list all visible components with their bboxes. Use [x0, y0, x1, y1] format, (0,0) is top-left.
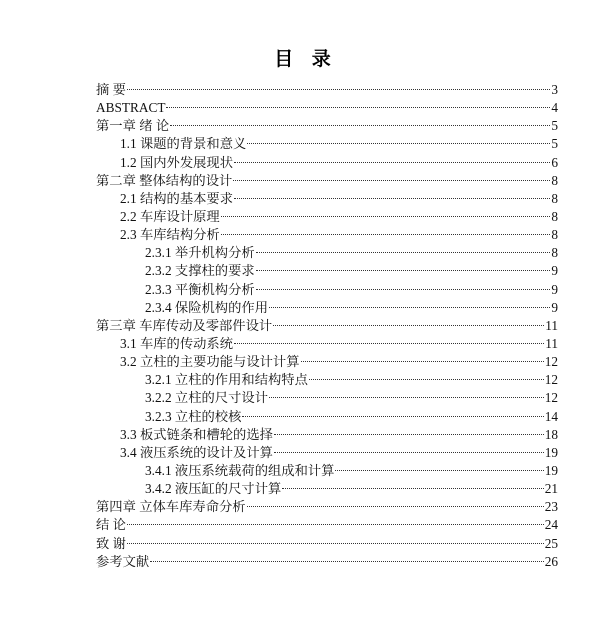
toc-entry-label: 3.2.1 立柱的作用和结构特点	[145, 372, 308, 388]
toc-entry[interactable]	[96, 548, 558, 569]
toc-entry-label: ABSTRACT	[96, 100, 166, 116]
toc-entry-label: 3.4.1 液压系统载荷的组成和计算	[145, 462, 335, 478]
toc-entry-label: 2.3.1 举升机构分析	[145, 245, 255, 261]
toc-entry-label: 第四章 立体车库寿命分析	[96, 499, 246, 515]
toc-entry-page: 19	[544, 462, 558, 478]
dot-leader	[269, 384, 544, 402]
dot-leader	[233, 167, 550, 185]
toc-entry-page: 3	[551, 82, 558, 97]
toc-entry-label: 3.3 板式链条和槽轮的选择	[120, 426, 273, 442]
toc-entry-page: 18	[544, 426, 558, 442]
dot-leader	[127, 530, 544, 548]
toc-entry-label: 2.3 车库结构分析	[120, 227, 220, 243]
dot-leader	[256, 276, 551, 294]
toc-title: 目 录	[274, 48, 337, 70]
dot-leader	[256, 257, 551, 275]
table-of-contents	[96, 76, 558, 569]
toc-entry-page: 12	[544, 372, 558, 388]
toc-entry-label: 2.3.4 保险机构的作用	[145, 299, 268, 315]
toc-entry-page: 4	[551, 100, 558, 116]
toc-entry-page: 8	[551, 190, 558, 206]
dot-leader	[269, 294, 550, 312]
toc-entry-label: 1.2 国内外发展现状	[120, 154, 234, 170]
toc-entry-page: 23	[544, 499, 558, 515]
toc-entry-page: 25	[544, 535, 558, 551]
toc-entry-label: 3.4.2 液压缸的尺寸计算	[145, 481, 282, 497]
toc-entry-page: 21	[544, 481, 558, 497]
toc-entry-label: 2.1 结构的基本要求	[120, 190, 234, 206]
dot-leader	[127, 76, 550, 94]
toc-entry-page: 5	[551, 136, 558, 152]
toc-entry-label: 结 论	[96, 517, 126, 533]
toc-entry[interactable]	[96, 76, 558, 97]
toc-entry-label: 第一章 绪 论	[96, 118, 170, 134]
toc-entry-page: 9	[551, 281, 558, 297]
dot-leader	[273, 312, 544, 330]
toc-entry-label: 1.1 课题的背景和意义	[120, 136, 247, 152]
dot-leader	[274, 439, 544, 457]
toc-entry[interactable]	[96, 511, 558, 533]
toc-entry-label: 3.2.2 立柱的尺寸设计	[145, 390, 268, 406]
toc-entry-page: 12	[544, 390, 558, 406]
dot-leader	[234, 330, 544, 348]
toc-entry-page: 24	[544, 517, 558, 533]
toc-entry-label: 参考文献	[96, 553, 150, 569]
toc-entry-label: 2.3.2 支撑柱的要求	[145, 263, 255, 279]
toc-entry-label: 致 谢	[96, 535, 126, 551]
dot-leader	[274, 421, 544, 439]
dot-leader	[247, 493, 544, 511]
toc-entry[interactable]	[96, 530, 558, 551]
toc-entry-label: 摘 要	[96, 82, 126, 97]
dot-leader	[301, 348, 544, 366]
toc-entry-label: 2.3.3 平衡机构分析	[145, 281, 255, 297]
toc-entry-page: 8	[551, 245, 558, 261]
dot-leader	[166, 94, 550, 112]
toc-entry-label: 3.2.3 立柱的校核	[145, 408, 242, 424]
dot-leader	[242, 403, 543, 421]
toc-entry-page: 14	[544, 408, 558, 424]
toc-entry-page: 9	[551, 299, 558, 315]
toc-entry-page: 12	[544, 354, 558, 370]
dot-leader	[256, 239, 551, 257]
toc-entry-page: 8	[551, 227, 558, 243]
toc-entry-page: 11	[545, 317, 558, 333]
toc-entry-page: 6	[551, 154, 558, 170]
dot-leader	[221, 203, 551, 221]
dot-leader	[335, 457, 543, 475]
dot-leader	[234, 185, 550, 203]
dot-leader	[234, 149, 550, 167]
toc-entry-page: 8	[551, 208, 558, 224]
toc-entry-page: 8	[551, 172, 558, 188]
toc-entry[interactable]	[96, 94, 558, 116]
dot-leader	[150, 548, 544, 566]
toc-entry-label: 3.1 车库的传动系统	[120, 335, 234, 351]
toc-entry-label: 3.2 立柱的主要功能与设计计算	[120, 354, 300, 370]
dot-leader	[309, 366, 544, 384]
toc-entry-page: 19	[544, 444, 558, 460]
toc-entry-label: 3.4 液压系统的设计及计算	[120, 444, 273, 460]
toc-entry-label: 第二章 整体结构的设计	[96, 172, 233, 188]
dot-leader	[221, 221, 551, 239]
dot-leader	[247, 130, 550, 148]
dot-leader	[127, 511, 544, 529]
toc-entry-page: 9	[551, 263, 558, 279]
toc-entry-page: 26	[544, 553, 558, 569]
toc-entry-label: 2.2 车库设计原理	[120, 208, 220, 224]
dot-leader	[282, 475, 543, 493]
dot-leader	[170, 112, 550, 130]
toc-entry-page: 11	[545, 335, 558, 351]
toc-entry-page: 5	[551, 118, 558, 134]
toc-entry-label: 第三章 车库传动及零部件设计	[96, 317, 273, 333]
